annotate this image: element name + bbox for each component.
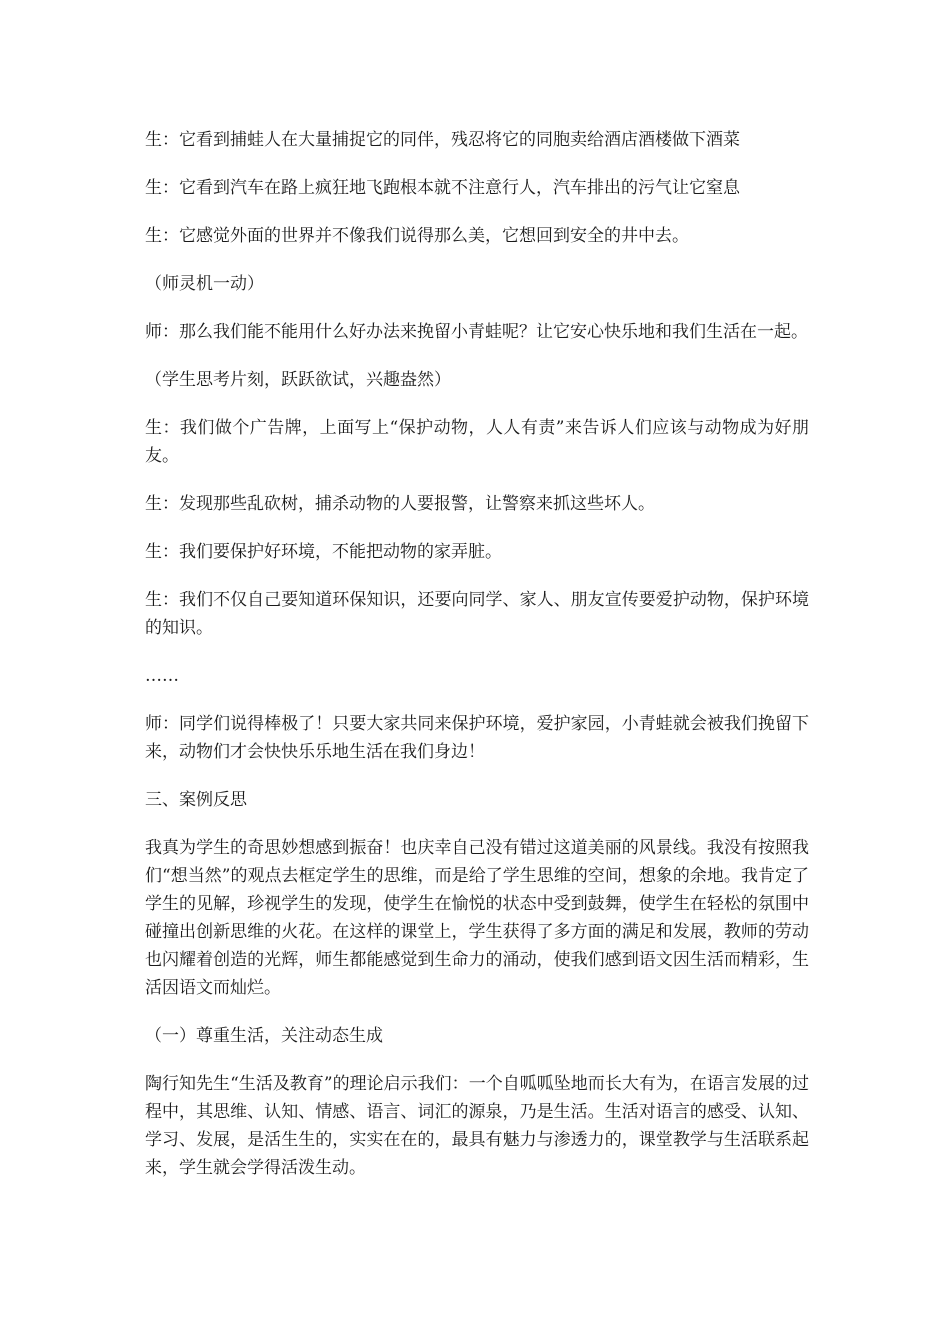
reflection-paragraph: 我真为学生的奇思妙想感到振奋！也庆幸自己没有错过这道美丽的风景线。我没有按照我们“想当然”的观点去框定学生的思维，而是给了学生思维的空间，想象的余地。我肯定了学生的见解，珍视学生的发现，使学生在愉悦的状态中受到鼓舞，使学生在轻松的氛围中碰撞出创新思维的火花。在这样的课堂上，学生获得了多方面的满足和发展，教师的劳动也闪耀着创造的光辉，师生都能感觉到生命力的涌动，使我们感到语文因生活而精彩，生活因语文而灿烂。 [145,838,809,998]
teacher-summary: 师：同学们说得棒极了！只要大家共同来保护环境，爱护家园，小青蛙就会被我们挽留下来，动物们才会快快乐乐地生活在我们身边！ [145,714,809,762]
student-answer-billboard: 生：我们做个广告牌，上面写上“保护动物，人人有责”来告诉人们应该与动物成为好朋友。 [145,418,809,466]
student-answer-world: 生：它感觉外面的世界并不像我们说得那么美，它想回到安全的井中去。 [145,226,689,246]
student-answer-frog-catchers: 生：它看到捕蛙人在大量捕捉它的同伴，残忍将它的同胞卖给酒店酒楼做下酒菜 [145,130,740,150]
student-answer-protect-environment: 生：我们要保护好环境，不能把动物的家弄脏。 [145,542,502,562]
tao-xingzhi-paragraph: 陶行知先生“生活及教育”的理论启示我们：一个自呱呱坠地而长大有为，在语言发展的过程中，其思维、认知、情感、语言、词汇的源泉，乃是生活。生活对语言的感受、认知、学习、发展，是活生生的，实实在在的，最具有魅力与渗透力的，课堂教学与生活联系起来，学生就会学得活泼生动。 [145,1074,809,1178]
subheading-respect-life: （一）尊重生活，关注动态生成 [145,1026,383,1046]
stage-note-students-thinking: （学生思考片刻，跃跃欲试，兴趣盎然） [145,370,451,390]
student-answer-cars: 生：它看到汽车在路上疯狂地飞跑根本就不注意行人，汽车排出的污气让它窒息 [145,178,740,198]
document-body [145,126,809,1202]
student-answer-spread-knowledge: 生：我们不仅自己要知道环保知识，还要向同学、家人、朋友宣传要爱护动物，保护环境的知识。 [145,590,809,638]
ellipsis: …… [145,666,179,686]
student-answer-report-police: 生：发现那些乱砍树，捕杀动物的人要报警，让警察来抓这些坏人。 [145,494,655,514]
stage-note-teacher-idea: （师灵机一动） [145,274,264,294]
section-heading-reflection: 三、案例反思 [145,790,247,810]
teacher-question: 师：那么我们能不能用什么好办法来挽留小青蛙呢？让它安心快乐地和我们生活在一起。 [145,322,808,342]
